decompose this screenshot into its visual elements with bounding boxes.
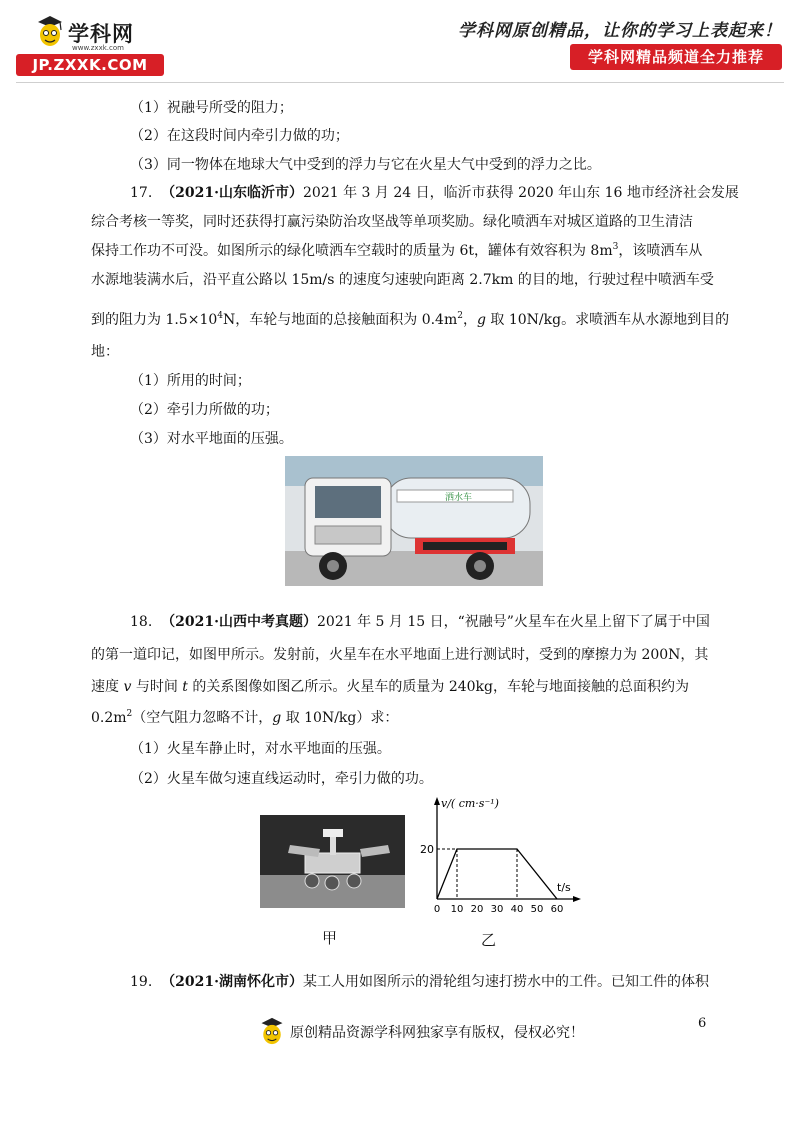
footer-mascot-icon — [258, 1016, 286, 1046]
y-axis-label: v/( cm·s⁻¹) — [441, 797, 499, 810]
q18-text3b: 与时间 — [131, 679, 183, 695]
q17-text5a: 到的阻力为 1.5×10 — [91, 312, 218, 328]
q17-line5 — [91, 310, 729, 330]
q18-text3c: 的关系图像如图乙所示。火星车的质量为 240kg，车轮与地面接触的总面积约为 — [187, 679, 689, 695]
q18-source: （2021·山西中考真题） — [161, 614, 318, 630]
q18-sub2: （2）火星车做匀速直线运动时，牵引力做的功。 — [130, 771, 433, 787]
q19-line1 — [130, 972, 709, 992]
q17-line2: 综合考核一等奖，同时还获得打赢污染防治攻坚战等单项奖励。绿化喷洒车对城区道路的卫生清洁 — [91, 214, 693, 230]
q17-g: g — [476, 312, 486, 328]
header-banner-text: 学科网精品频道全力推荐 — [587, 48, 764, 66]
q16-sub3: （3）同一物体在地球大气中受到的浮力与它在火星大气中受到的浮力之比。 — [130, 157, 601, 173]
x-tick-label: 50 — [530, 904, 544, 915]
q18-g: g — [272, 710, 282, 726]
q18-text4a: 0.2m — [91, 710, 127, 726]
q18-line1 — [130, 612, 710, 632]
q17-line4: 水源地装满水后，沿平直公路以 15m/s 的速度匀速驶向距离 2.7km 的目的地，行驶过程中喷洒车受 — [91, 272, 714, 288]
x-axis-arrow — [573, 896, 581, 902]
q18-text4b: （空气阻力忽略不计， — [132, 710, 273, 726]
header-slogan: 学科网原创精品，让你的学习上表起来！ — [458, 21, 782, 41]
q18-v: v — [123, 679, 132, 695]
mars-rover-photo — [260, 815, 405, 908]
caption-jia: 甲 — [322, 929, 338, 947]
q18-number: 18. — [130, 614, 153, 630]
q17-source: （2021·山东临沂市） — [161, 185, 304, 201]
mascot-icon — [34, 14, 66, 48]
page-number: 6 — [698, 1016, 707, 1031]
y-tick-label: 20 — [420, 843, 434, 856]
truck-label: 洒水车 — [445, 493, 473, 503]
q19-number: 19. — [130, 974, 153, 990]
q17-sub3: （3）对水平地面的压强。 — [130, 431, 293, 447]
q16-sub1: （1）祝融号所受的阻力； — [130, 100, 293, 116]
q17-text5c: ， — [462, 312, 477, 328]
velocity-series-line — [437, 849, 557, 899]
caption-yi: 乙 — [481, 931, 497, 949]
x-tick-label: 30 — [490, 904, 504, 915]
q16-sub2: （2）在这段时间内牵引力做的功； — [130, 128, 349, 144]
q18-line4 — [91, 708, 398, 728]
x-tick-label: 20 — [470, 904, 484, 915]
q18-line2: 的第一道印记，如图甲所示。发射前，火星车在水平地面上进行测试时，受到的摩擦力为 200N，其 — [91, 647, 709, 663]
q17-text5d: 取 10N/kg。求喷洒车从水源地到目的 — [485, 312, 730, 328]
logo-domain: JP.ZXXK.COM — [32, 56, 148, 74]
q17-line1 — [130, 183, 739, 203]
x-tick-label: 10 — [450, 904, 464, 915]
q17-number: 17. — [130, 185, 153, 201]
logo-url: www.zxxk.com — [72, 44, 124, 52]
footer-copyright: 原创精品资源学科网独家享有版权，侵权必究！ — [290, 1025, 584, 1041]
q17-text1: 2021 年 3 月 24 日，临沂市获得 2020 年山东 16 地市经济社会发展 — [303, 185, 739, 201]
q18-text1: 2021 年 5 月 15 日，“祝融号”火星车在火星上留下了属于中国 — [317, 614, 710, 630]
q17-text3b: ，该喷洒车从 — [618, 243, 703, 259]
q19-text1: 某工人用如图所示的滑轮组匀速打捞水中的工件。已知工件的体积 — [303, 974, 710, 990]
q17-sub2: （2）牵引力所做的功； — [130, 402, 279, 418]
q17-sup5: 4 — [217, 311, 223, 321]
q18-sub1: （1）火星车静止时，对水平地面的压强。 — [130, 741, 391, 757]
q18-sup4: 2 — [126, 709, 133, 719]
q17-sub1: （1）所用的时间； — [130, 373, 251, 389]
water-truck-photo — [285, 456, 543, 586]
y-axis-arrow — [434, 797, 440, 805]
q18-t: t — [182, 679, 188, 695]
header-banner — [570, 44, 782, 70]
x-axis-label: t/s — [557, 881, 571, 894]
q19-source: （2021·湖南怀化市） — [161, 974, 304, 990]
header-divider — [16, 82, 784, 83]
q17-line6: 地： — [91, 344, 119, 360]
q17-text5b: N，车轮与地面的总接触面积为 0.4m — [223, 312, 458, 328]
q17-sup5b: 2 — [457, 311, 463, 321]
x-tick-label: 60 — [550, 904, 564, 915]
velocity-time-chart — [415, 795, 590, 915]
logo-text: 学科网 — [68, 22, 134, 46]
logo-domain-badge — [16, 54, 164, 76]
q17-line3 — [91, 241, 702, 261]
q18-line3 — [91, 677, 689, 697]
q17-sup3: 3 — [612, 242, 619, 252]
q18-text3a: 速度 — [91, 679, 124, 695]
x-tick-label: 40 — [510, 904, 524, 915]
q17-text3a: 保持工作功不可没。如图所示的绿化喷洒车空载时的质量为 6t，罐体有效容积为 8m — [91, 243, 613, 259]
site-logo — [16, 14, 166, 76]
q18-text4c: 取 10N/kg）求： — [281, 710, 399, 726]
x-tick-label: 0 — [433, 904, 441, 915]
